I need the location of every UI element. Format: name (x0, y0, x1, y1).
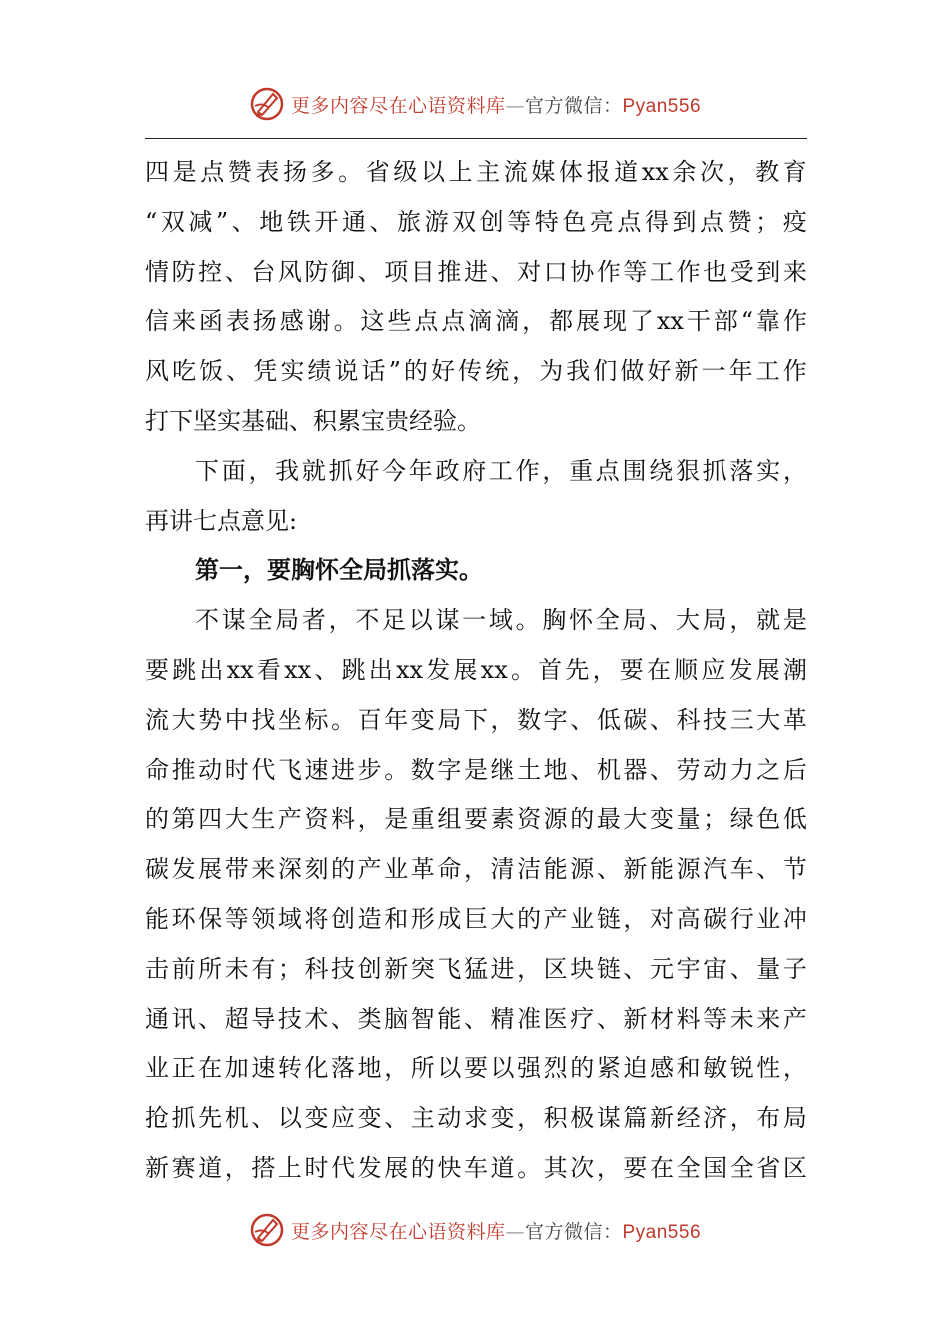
text-line: 再讲七点意见: (145, 506, 298, 535)
text-line: 的 第 四 大 生 产 资 料 ， 是 重 组 要 素 资 源 的 最 大 变 量 ； 绿 色 低 (145, 805, 807, 834)
text-line: 情 防 控 、 台 风 防 御 、 项 目 推 进 、 对 口 协 作 等 工 作 也 受 到 来 (145, 257, 807, 286)
text-line: 下 面 ， 我 就 抓 好 今 年 政 府 工 作 ， 重 点 围 绕 狠 抓 落 实 ， (195, 456, 807, 485)
footer-watermark (0, 1210, 950, 1250)
text-line: 命 推 动 时 代 飞 速 进 步 。 数 字 是 继 土 地 、 机 器 、 劳 动 力 之 后 (145, 755, 807, 784)
header-watermark-text: 更多内容尽在心语资料库—官方微信：Pyan556 (290, 94, 702, 117)
header-watermark (0, 84, 950, 124)
text-line: 要 跳 出 xx 看 xx 、 跳 出 xx 发 展 xx 。 首 先 ， 要 在 顺 应 发 展 潮 (145, 655, 807, 684)
text-line: 流 大 势 中 找 坐 标 。 百 年 变 局 下 ， 数 字 、 低 碳 、 科 技 三 大 革 (145, 705, 807, 734)
pen-logo-icon (249, 1212, 285, 1248)
text-line: 能 环 保 等 领 域 将 创 造 和 形 成 巨 大 的 产 业 链 ， 对 高 碳 行 业 冲 (145, 904, 807, 933)
text-line: 四 是 点 赞 表 扬 多 。 省 级 以 上 主 流 媒 体 报 道 xx 余 次 ， 教 育 (145, 158, 807, 186)
text-line: 风 吃 饭 、 凭 实 绩 说 话 ” 的 好 传 统 ， 为 我 们 做 好 新 一 年 工 作 (145, 357, 807, 386)
text-line: 不 谋 全 局 者 ， 不 足 以 谋 一 域 。 胸 怀 全 局 、 大 局 ， 就 是 (195, 606, 807, 635)
text-line: 业 正 在 加 速 转 化 落 地 ， 所 以 要 以 强 烈 的 紧 迫 感 和 敏 锐 性 ， (145, 1054, 807, 1083)
text-line: 抢 抓 先 机 、 以 变 应 变 、 主 动 求 变 ， 积 极 谋 篇 新 经 济 ， 布 局 (145, 1104, 807, 1133)
text-line: 通 讯 、 超 导 技 术 、 类 脑 智 能 、 精 准 医 疗 、 新 材 料 等 未 来 产 (145, 1004, 807, 1033)
text-line: 新 赛 道 ， 搭 上 时 代 发 展 的 快 车 道 。 其 次 ， 要 在 全 国 全 省 区 (145, 1153, 807, 1182)
header-divider (145, 138, 807, 139)
section-heading: 第一，要胸怀全局抓落实。 (195, 556, 483, 585)
text-line: 打下坚实基础、积累宝贵经验。 (145, 406, 481, 435)
document-body (145, 148, 807, 1194)
footer-watermark-text: 更多内容尽在心语资料库—官方微信：Pyan556 (290, 1220, 702, 1243)
text-line: “ 双 减 ” 、 地 铁 开 通 、 旅 游 双 创 等 特 色 亮 点 得 到 点 赞 ； 疫 (145, 207, 807, 236)
text-line: 信 来 函 表 扬 感 谢 。 这 些 点 点 滴 滴 ， 都 展 现 了 xx 干 部 “ 靠 作 (145, 307, 807, 336)
text-line: 击 前 所 未 有 ； 科 技 创 新 突 飞 猛 进 ， 区 块 链 、 元 宇 宙 、 量 子 (145, 954, 807, 983)
pen-logo-icon (249, 86, 285, 122)
text-line: 碳 发 展 带 来 深 刻 的 产 业 革 命 ， 清 洁 能 源 、 新 能 源 汽 车 、 节 (145, 855, 807, 884)
